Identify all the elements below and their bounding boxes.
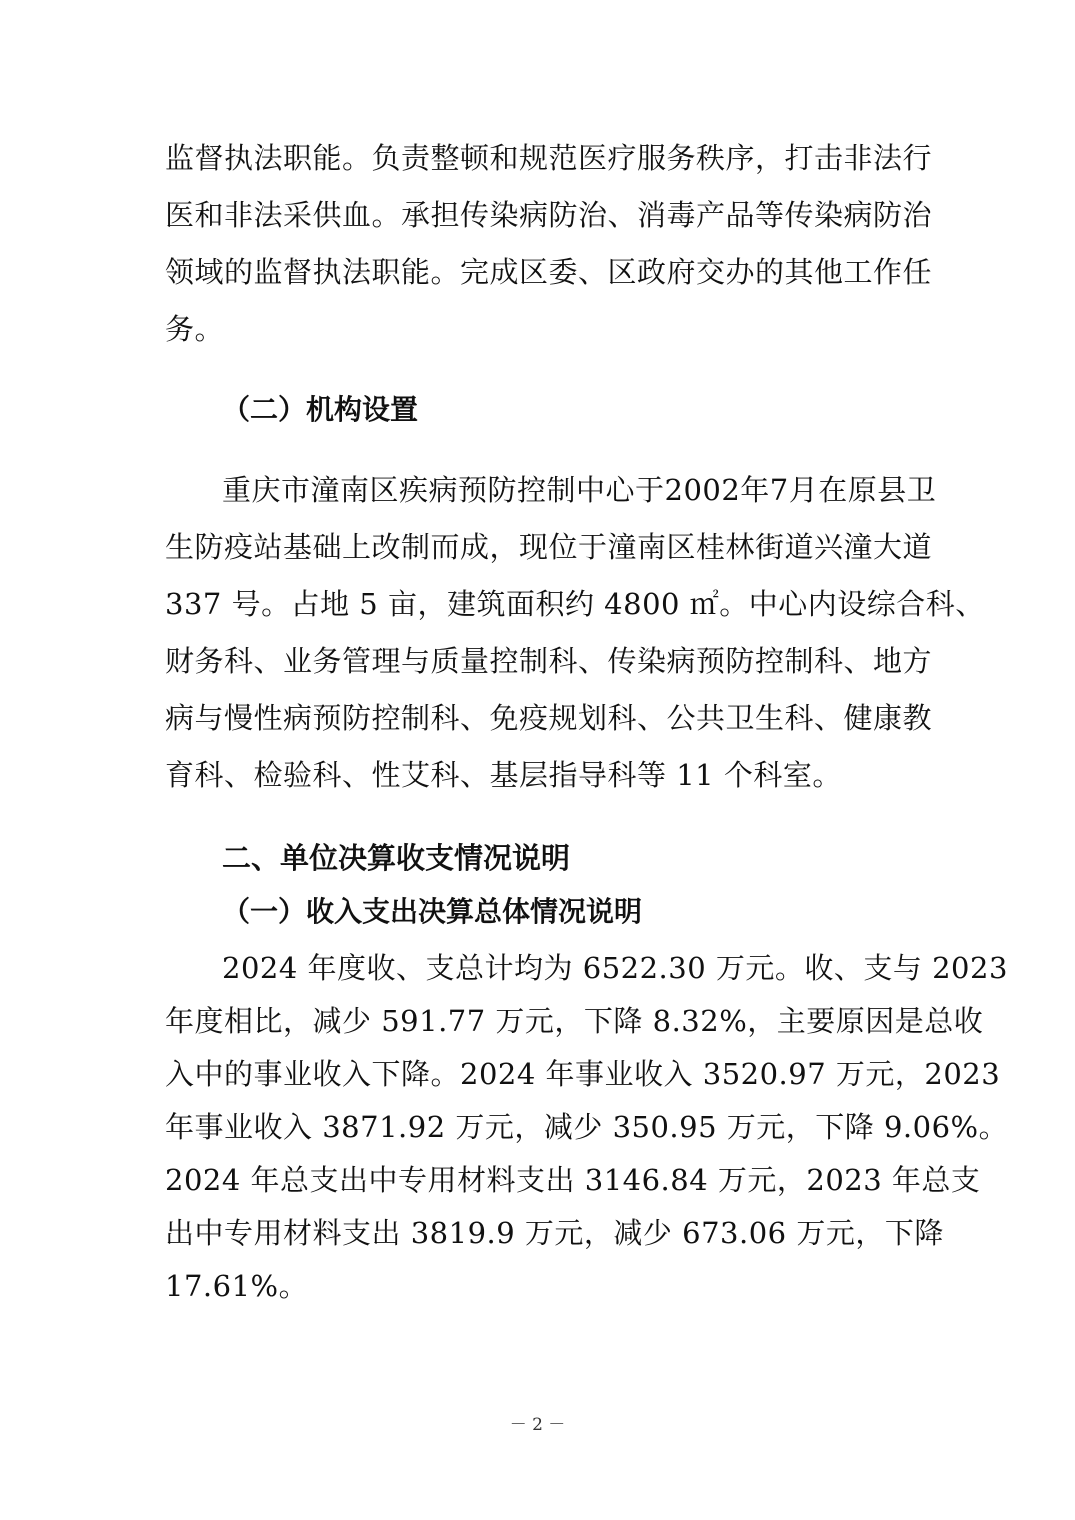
text-line: 财务科、业务管理与质量控制科、传染病预防控制科、地方: [165, 644, 933, 678]
text-line: 重庆市潼南区疾病预防控制中心于2002年7月在原县卫: [222, 473, 937, 507]
text-line: 年事业收入 3871.92 万元，减少 350.95 万元，下降 9.06%。: [165, 1110, 1009, 1144]
text-line: 务。: [165, 312, 225, 346]
text-line: 出中专用材料支出 3819.9 万元，减少 673.06 万元，下降: [165, 1216, 944, 1250]
text-line: 2024 年总支出中专用材料支出 3146.84 万元，2023 年总支: [165, 1163, 981, 1197]
page-number: － 2 －: [509, 1415, 566, 1435]
text-line: 医和非法采供血。承担传染病防治、消毒产品等传染病防治: [165, 198, 933, 232]
text-line: 生防疫站基础上改制而成，现位于潼南区桂林街道兴潼大道: [165, 530, 933, 564]
text-line: 年度相比，减少 591.77 万元，下降 8.32%，主要原因是总收: [165, 1004, 984, 1038]
section-heading-overall: （一）收入支出决算总体情况说明: [222, 895, 643, 928]
text-line: 监督执法职能。负责整顿和规范医疗服务秩序，打击非法行: [165, 141, 933, 175]
section-heading-main: 二、单位决算收支情况说明: [222, 841, 571, 875]
text-line: 入中的事业收入下降。2024 年事业收入 3520.97 万元，2023: [165, 1057, 1001, 1091]
text-line: 17.61%。: [165, 1269, 309, 1303]
text-line: 337 号。占地 5 亩，建筑面积约 4800 ㎡。中心内设综合科、: [165, 587, 985, 621]
text-line: 2024 年度收、支总计均为 6522.30 万元。收、支与 2023: [222, 951, 1008, 985]
text-line: 病与慢性病预防控制科、免疫规划科、公共卫生科、健康教: [165, 701, 933, 735]
text-line: 领域的监督执法职能。完成区委、区政府交办的其他工作任: [165, 255, 933, 289]
text-line: 育科、检验科、性艾科、基层指导科等 11 个科室。: [165, 758, 842, 792]
section-heading-org: （二）机构设置: [222, 393, 419, 426]
